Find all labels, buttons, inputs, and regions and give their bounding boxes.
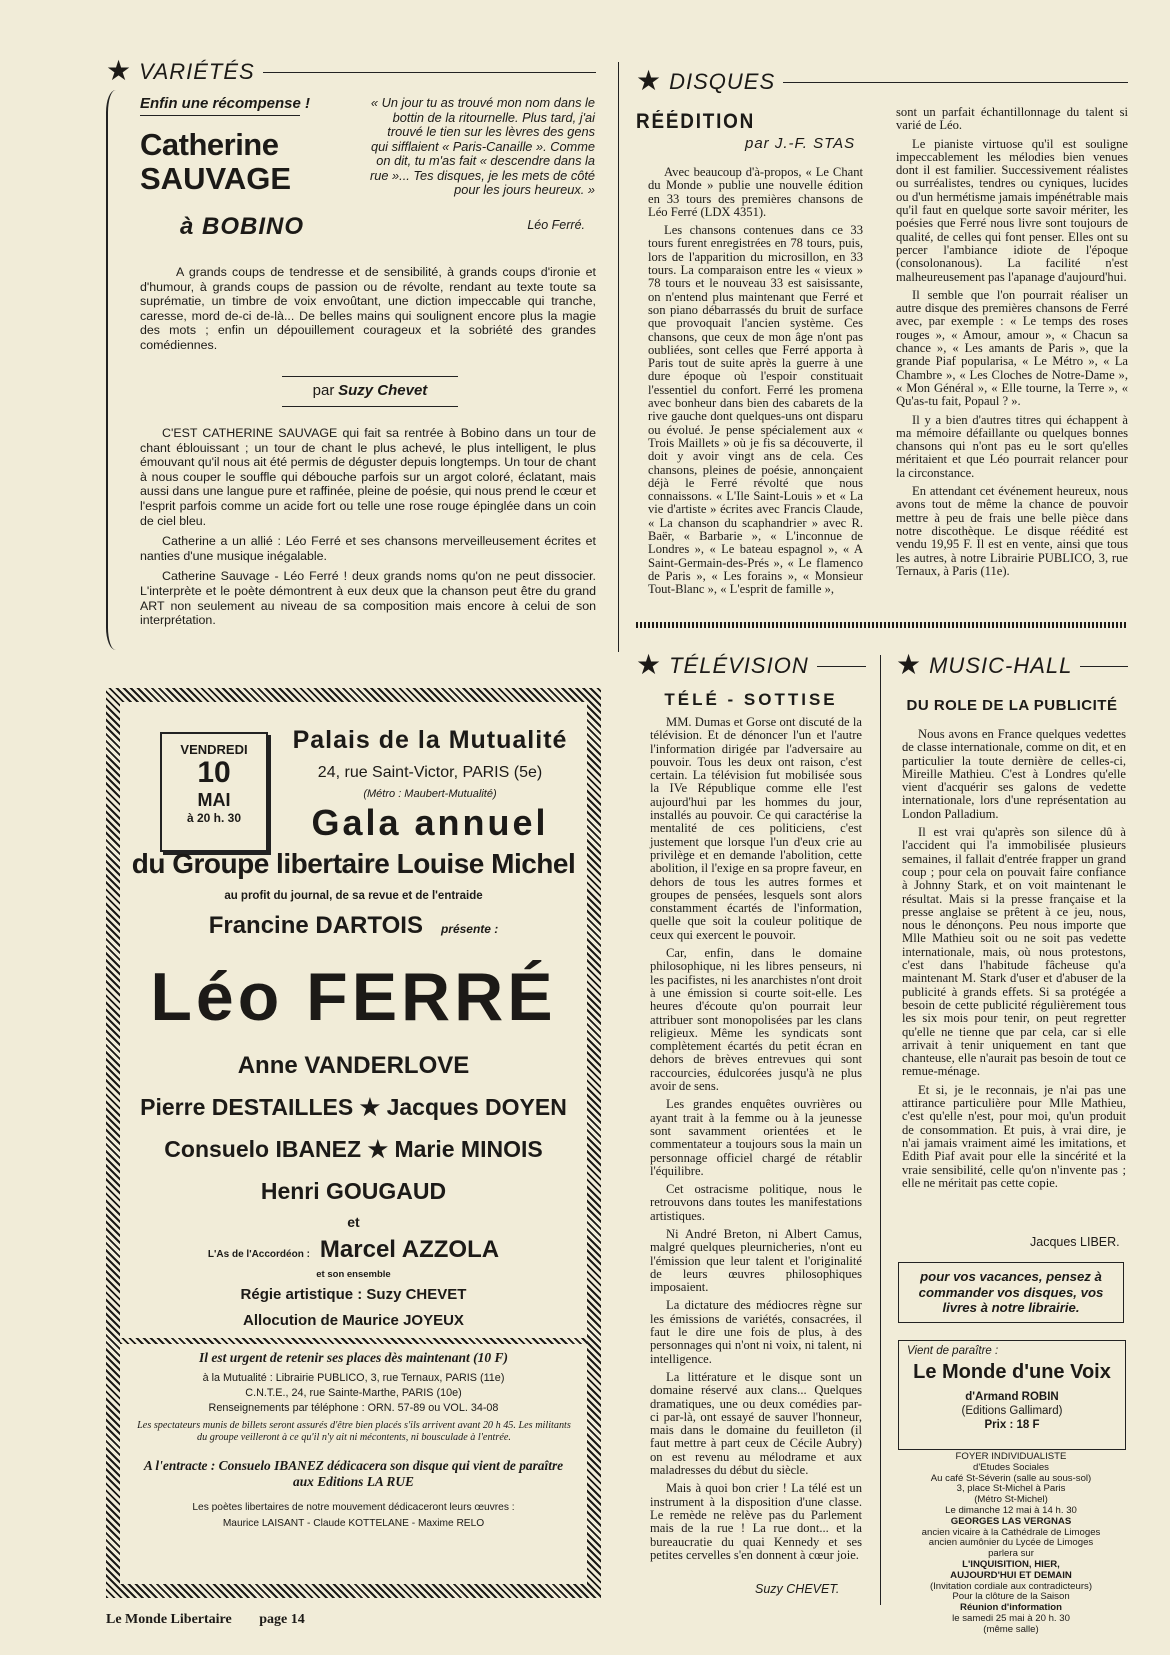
byline-rule-bottom — [282, 406, 458, 407]
varietes-title-line1: Catherine — [140, 127, 279, 162]
poster-regie: Régie artistique : Suzy CHEVET — [240, 1286, 467, 1303]
star-icon: ★ — [106, 56, 132, 87]
book-ad-publisher: (Editions Gallimard) — [961, 1405, 1063, 1417]
disques-byline: par J.-F. STAS — [745, 135, 856, 152]
varietes-kicker: Enfin une récompense ! — [140, 95, 311, 112]
disques-section-title: DISQUES — [669, 69, 776, 94]
header-rule — [1080, 666, 1128, 667]
foyer-line: Au café St-Séverin (salle au sous-sol) — [930, 1472, 1092, 1484]
book-ad-kicker: Vient de paraître : — [907, 1345, 999, 1357]
poster-accordion-name: Marcel AZZOLA — [319, 1236, 500, 1263]
foyer-line: ancien vicaire à la Cathédrale de Limoges — [921, 1526, 1101, 1538]
byline-par: par — [312, 382, 335, 399]
foyer-line: L'INQUISITION, HIER, — [962, 1558, 1060, 1570]
date-time: à 20 h. 30 — [186, 811, 242, 825]
television-paragraph: La littérature et le disque sont un domaine réservé aux clans... Quelques dramatiques, une ou deux comédies par-ci par-là, ont essayé de sauver l'honneur, mais dans le domaine du feuilleton (il faut mettre à part ceux de Cécile Aubry) on est revenu au mélodrame et aux maladresses du début du siècle. — [650, 1369, 862, 1478]
television-paragraph: Ni André Breton, ni Albert Camus, malgré quelques pleurnicheries, n'ont eu l'émission que leur talent et l'originalité de leurs œuvres philosophiques imposaient. — [650, 1226, 862, 1295]
foyer-line: 3, place St-Michel à Paris — [956, 1483, 1066, 1495]
foyer-line: FOYER INDIVIDUALISTE — [955, 1451, 1067, 1462]
poster-artist: Anne VANDERLOVE — [237, 1052, 470, 1079]
poster-poets-names: Maurice LAISANT - Claude KOTTELANE - Maxime RELO — [222, 1518, 485, 1529]
music-hall-paragraph: Nous avons en France quelques vedettes de classe internationale, comme on dit, et en particulier la toute dernière de celles-ci, Mireille Mathieu. C'est à Londres qu'elle vient d'acquérir ses galons de vedette internationale, lors d'une représentation au London Palladium. — [902, 727, 1126, 821]
disques-paragraph: Le pianiste virtuose qu'il est souligne impeccablement les mélodies bien venues dont il est familier. Successivement réalistes ou surréalistes, tendres ou cyniques, lucides ou d'un hermétisme jamais impénétrable mais qu'il faut en quelque sorte savoir mériter, les poésies que Ferré nous livre sont toujours de qualité, de celles qui font penser. Elles ont su percer l'ambiance idiote de l'époque (consolonanous). La facilité n'est malheureusement pas l'apanage d'aujourd'hui. — [896, 136, 1128, 284]
varietes-byline — [282, 382, 458, 400]
poster-group: du Groupe libertaire Louise Michel — [131, 848, 576, 879]
disques-col2 — [896, 106, 1128, 583]
date-box — [160, 732, 268, 852]
varietes-paragraph: C'EST CATHERINE SAUVAGE qui fait sa rentrée à Bobino dans un tour de chant éblouissant ; un tour de chant le plus achevé, le plus intelligent, le plus émouvant qu'il nous ait été permis de déguster depuis longtemps. Un tour de chant à nous couper le souffle qui débouche parfois sur un argot coloré, éclatant, mais aussi dans une langue pure et raffinée, pleine de poésie, qui nous prend le cœur et l'esprit parfois comme un acide fort ou telle une rose rouge épinglée dans un coin de ciel bleu. — [140, 426, 596, 528]
poster-gala: Gala annuel — [311, 802, 549, 843]
disques-paragraph: Il y a bien d'autres titres qui échappent à ma mémoire défaillante ou quelques bonnes chansons qui n'ont pas eu le sort qu'elles méritaient et que Léo pourrait relancer pour la circonstance. — [896, 412, 1128, 480]
varietes-title-line3: à BOBINO — [180, 213, 305, 240]
poster-artist: Pierre DESTAILLES ★ Jacques DOYEN — [140, 1094, 567, 1120]
header-rule — [783, 82, 1128, 83]
poster-profit: au profit du journal, de sa revue et de l'entraide — [224, 890, 483, 902]
varietes-section-header — [106, 58, 596, 86]
disques-section-header — [636, 68, 1128, 96]
foyer-line: parlera sur — [988, 1548, 1034, 1560]
television-signature: Suzy CHEVET. — [755, 1582, 840, 1596]
disques-col1 — [648, 166, 863, 602]
varietes-intro: A grands coups de tendresse et de sensibilité, à grands coups d'ironie et d'humour, à grands coups de passion ou de révolte, rendant au texte toute sa suprématie, un timbre de voix envoûtant, une diction impeccable qui tranche, caresse, mord de-ci de-là... De belles mains qui soulignent encore plus la magie des mots ; enfin un dépouillement courageux et la sobriété des grandes comédiennes. — [140, 265, 596, 352]
poster-entracte: A l'entracte : Consuelo IBANEZ dédicacera son disque qui vient de paraître aux Editions LA RUE — [143, 1458, 564, 1489]
varietes-section-title: VARIÉTÉS — [139, 59, 255, 84]
footer-paper: Le Monde Libertaire — [106, 1612, 232, 1627]
television-body — [650, 716, 862, 1567]
byline-name: Suzy Chevet — [338, 382, 428, 399]
date-day: VENDREDI — [180, 742, 248, 757]
television-section-header — [636, 652, 866, 680]
music-hall-title: DU ROLE DE LA PUBLICITÉ — [906, 697, 1118, 714]
star-icon: ★ — [636, 66, 662, 97]
poster-et: et — [347, 1214, 360, 1230]
foyer-line: GEORGES LAS VERGNAS — [950, 1515, 1072, 1527]
poster-artist: Consuelo IBANEZ ★ Marie MINOIS — [164, 1136, 543, 1162]
star-icon: ★ — [636, 650, 662, 681]
poster-urgent: Il est urgent de retenir ses places dès maintenant (10 F) — [198, 1350, 508, 1365]
television-paragraph: Mais à quoi bon crier ! La télé est un instrument à la disposition d'une classe. Le remède ne relève pas du Parlement mais de la rue ! La rue dont... et la bureaucratie du quai Kennedy et ses petites cervelles s'en donnent à cœur joie. — [650, 1481, 862, 1562]
book-ad-price: Prix : 18 F — [984, 1419, 1040, 1431]
kicker-underline — [140, 115, 300, 116]
star-icon: ★ — [896, 650, 922, 681]
television-title: TÉLÉ - SOTTISE — [664, 690, 838, 709]
poster-allocution: Allocution de Maurice JOYEUX — [243, 1312, 464, 1329]
section-separator — [636, 622, 1128, 628]
disques-paragraph: Il semble que l'on pourrait réaliser un autre disque des premières chansons de Ferré avec, par exemple : « Le temps des roses rouges », « Amour, amour », « Chacun sa chance », « Les amants de Paris », que la grande Piaf popularisa, « Le Métro », « La Chambre », « Les Cloches de Notre-Dame », « Mon Général », « Elle tourne, la Terre », « Qu'as-tu fait, Popaul ? ». — [896, 287, 1128, 409]
foyer-line: le samedi 25 mai à 20 h. 30 — [952, 1612, 1070, 1624]
column-divider — [880, 655, 881, 1605]
date-number: 10 — [197, 756, 231, 789]
poster-accordion-label: L'As de l'Accordéon : — [207, 1249, 310, 1260]
poster-ensemble: et son ensemble — [316, 1269, 391, 1280]
varietes-paragraph: Catherine Sauvage - Léo Ferré ! deux grands noms qu'on ne peut dissocier. L'interprète et le poète démontrent à eux deux que la chanson peut être du grand ART non seulement au niveau de sa composition mais encore à celui de son interprétation. — [140, 569, 596, 628]
disques-paragraph: Les chansons contenues dans ce 33 tours furent enregistrées en 78 tours, puis, lors de l'apparition du microsillon, en 33 tours. La comparaison entre les « vieux » 78 tours et le nouveau 33 est saisissante, on n'entend plus maintenant que Ferré et son piano débarrassés du bruit de surface que provoquait l'ancien système. Ces chansons, que ceux de mon âge n'ont pas oubliées, sont celles que Ferré apporta à Paris tout de suite après la guerre à une dure époque où l'espoir constituait l'essentiel du confort. Ferré les promena avec bonheur dans bien des cabarets de la rive gauche dont quelques-uns ont disparu ou évolué. Je pense spécialement aux « Trois Maillets » où je fis sa découverte, il doit y avoir vingt ans de cela. Ces chansons, pleines de poésie, annonçaient déjà le Ferré révolté que nous connaissons. « L'Ile Saint-Louis » et « La vie d'artiste » écrites avec Francis Claude, « La chanson du scaphandrier » avec R. Baër, « Barbarie », « L'inconnue de Londres », « Le bateau espagnol », « A Saint-Germain-des-Prés », « Le flamenco de Paris », « Les forains », « Monsieur Tout-Blanc », « L'esprit de famille », — [648, 223, 863, 597]
vacances-box: pour vos vacances, pensez à commander vos disques, vos livres à notre librairie. — [898, 1262, 1124, 1323]
poster-note: Les spectateurs munis de billets seront assurés d'être bien placés s'ils arrivent avant 20 h 45. Les militants du groupe veilleront à ce qu'il n'y ait ni mécontents, ni bousculade à l'entrée. — [137, 1420, 571, 1443]
television-paragraph: Cet ostracisme politique, nous le retrouvons dans toutes les manifestations artistiques. — [650, 1182, 862, 1223]
poster-presenter: Francine DARTOIS — [208, 912, 423, 939]
music-hall-signature: Jacques LIBER. — [1030, 1235, 1120, 1249]
foyer-line: AUJOURD'HUI ET DEMAIN — [950, 1569, 1072, 1581]
book-ad-author: d'Armand ROBIN — [965, 1391, 1059, 1403]
foyer-line: Pour la clôture de la Saison — [952, 1591, 1070, 1603]
varietes-paragraph: Catherine a un allié : Léo Ferré et ses chansons merveilleusement écrites et nanties d'une musique inégalable. — [140, 534, 596, 563]
poster-accordion-line — [120, 1236, 587, 1264]
poster-poets: Les poètes libertaires de notre mouvement dédicaceront leurs œuvres : — [192, 1502, 515, 1513]
disques-paragraph: Avec beaucoup d'à-propos, « Le Chant du Monde » publie une nouvelle édition en 33 tours des premières chansons de Léo Ferré (LDX 4351). — [648, 165, 863, 219]
poster-presenter-line — [120, 912, 587, 940]
music-hall-paragraph: Il est vrai qu'après son silence dû à l'accident qui l'a immobilisée plusieurs semaines, il fallait d'entrée frapper un grand coup ; pour cela on pouvait faire confiance à Johnny Stark, et on voit maintenant le résultat. Mais si la presse française et la presse anglaise se prêtent à ce jeu, nous, nous le dénonçons. Peu nous importe que Mlle Mathieu soit ou ne soit pas vedette internationale, mais, où nous protestons, c'est dans l'habitude fâcheuse qu'a maintenant M. Stark d'user et d'abuser de la publicité à grands effets. Si sa protégée a besoin de cette publicité régulièrement tous les six mois pour tenir, on peut regretter qu'elle ne tienne que par cela, car si elle arrivait à tenir uniquement en tant que chanteuse, elle n'aurait pas besoin de tout ce remue-ménage. — [902, 825, 1126, 1079]
varietes-body — [140, 426, 596, 634]
music-hall-body — [902, 728, 1126, 1195]
poster-metro: (Métro : Maubert-Mutualité) — [363, 788, 497, 800]
foyer-line: Réunion d'information — [960, 1602, 1062, 1614]
disques-title: RÉÉDITION — [636, 110, 756, 133]
foyer-line: Le dimanche 12 mai à 14 h. 30 — [945, 1504, 1077, 1516]
byline-rule-top — [282, 376, 458, 377]
music-hall-section-header — [896, 652, 1128, 680]
television-paragraph: La dictature des médiocres règne sur les émissions de variétés, consacrées, il faut le dire une fois de plus, à des personnages qui n'ont ni voix, ni talent, ni intelligence. — [650, 1298, 862, 1366]
varietes-title-line2: SAUVAGE — [140, 161, 292, 196]
poster-headliner: Léo FERRÉ — [150, 959, 557, 1035]
varietes-epigraph-author: Léo Ferré. — [527, 218, 585, 232]
foyer-line: (Métro St-Michel) — [974, 1494, 1048, 1506]
gala-poster — [106, 688, 601, 1598]
television-paragraph: Les grandes enquêtes ouvrières ou ayant trait à la femme ou à la jeunesse sont savamment orientées et le commentateur a toujours sous la main un personnage officiel chargé de rétablir l'équilibre. — [650, 1097, 862, 1178]
foyer-line: ancien aumônier du Lycée de Limoges — [928, 1537, 1094, 1549]
television-paragraph: MM. Dumas et Gorse ont discuté de la télévision. Et de dénoncer l'un et l'autre l'information dirigée par l'adversaire au pouvoir. Tous les deux ont raison, c'est certain. La télévision fut mobilisée sous la IVe République comme elle l'est aujourd'hui par les hommes du jour, installés au pouvoir. Ce qui caractérise la mentalité de ces politiciens, c'est justement que lorsque l'un d'eux crie au privilège et en demande l'abolition, cette abolition, il l'exige en sa propre faveur, en dehors de tous les autres formes et groupes de pensées, lesquels sont alors constamment écartés de l'information, quelle que soit la couleur politique de ceux qui exercent le pouvoir. — [650, 715, 862, 942]
bracket-decoration — [106, 90, 122, 650]
television-paragraph: Car, enfin, dans le domaine philosophique, ni les libres penseurs, ni les pacifistes, ni les anarchistes n'ont droit à une émission si courte soit-elle. Les heures d'écoute qu'on pourrait leur attribuer sont monopolisées par les clans religieux. Même les syndicats sont complètement écartés du petit écran en dehors de brèves entrevues qui sont raccourcies, édulcorées jusqu'à ne plus avoir de sens. — [650, 946, 862, 1094]
varietes-intro-block — [140, 265, 596, 359]
varietes-epigraph: « Un jour tu as trouvé mon nom dans le bottin de la ritournelle. Plus tard, j'ai trouvé le tien sur les lèvres des gens qui sifflaient « Paris-Canaille ». Comme on dit, tu m'as fait « descendre dans la rue »... Tes disques, je les mets de côté pour les jours heureux. » — [370, 95, 596, 197]
poster-venue: Palais de la Mutualité — [292, 726, 568, 754]
music-hall-section-title: MUSIC-HALL — [929, 653, 1073, 678]
poster-divider — [120, 1338, 587, 1344]
music-hall-paragraph: Et si, je le reconnais, je n'ai pas une attirance particulière pour Mlle Mathieu, c'est qu'elle n'est, pour moi, qu'un produit de consommation. Et puis, à vrai dire, je n'ai jamais vraiment aimé les imitations, et Edith Piaf avait pour elle la sincérité et la vraie sensibilité, celle qu'on n'invente pas ; elle ne méritait pas cette copie. — [902, 1082, 1126, 1190]
poster-address: 24, rue Saint-Victor, PARIS (5e) — [317, 764, 543, 781]
date-month: MAI — [197, 790, 231, 810]
poster-artist: Henri GOUGAUD — [260, 1178, 447, 1204]
foyer-line: (même salle) — [983, 1623, 1039, 1635]
book-ad-title: Le Monde d'une Voix — [913, 1361, 1111, 1383]
foyer-line: d'Etudes Sociales — [973, 1461, 1049, 1473]
disques-paragraph: En attendant cet événement heureux, nous avons tout de même la chance de pouvoir mettre à peu de frais une belle pièce dans notre discothèque. Le disque réédité est vendu 19,95 F. Il est en vente, ainsi que tous les autres, à notre Librairie PUBLICO, 3, rue Ternaux, à Paris (11e). — [896, 484, 1128, 578]
disques-paragraph: sont un parfait échantillonnage du talent si varié de Léo. — [896, 105, 1128, 133]
poster-tickets: C.N.T.E., 24, rue Sainte-Marthe, PARIS (10e) — [245, 1387, 462, 1399]
book-ad-box — [898, 1340, 1126, 1450]
header-rule — [817, 666, 866, 667]
foyer-line: (Invitation cordiale aux contradicteurs) — [929, 1580, 1093, 1592]
header-rule — [263, 72, 596, 73]
footer — [106, 1612, 305, 1628]
poster-tickets: à la Mutualité : Librairie PUBLICO, 3, rue Ternaux, PARIS (11e) — [202, 1372, 505, 1384]
poster-presente: présente : — [440, 922, 499, 936]
column-divider — [618, 62, 619, 652]
television-section-title: TÉLÉVISION — [669, 653, 809, 678]
poster-inner — [120, 702, 587, 1584]
foyer-notice — [898, 1452, 1124, 1636]
poster-tickets: Renseignements par téléphone : ORN. 57-89 ou VOL. 34-08 — [208, 1402, 499, 1414]
footer-page: page 14 — [259, 1612, 305, 1627]
